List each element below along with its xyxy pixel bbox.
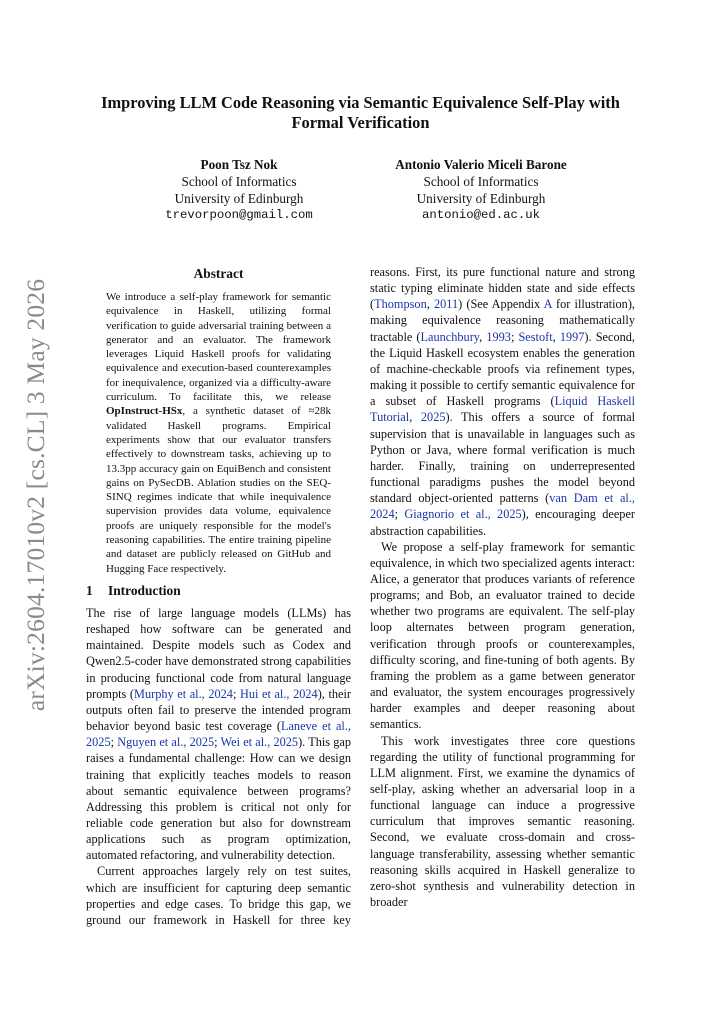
citation-link[interactable]: Hui et al., 2024: [239, 686, 318, 701]
intro-paragraph-2: [86, 863, 351, 928]
arxiv-identifier: [20, 278, 52, 712]
abstract-text-part-1: We introduce a self-play framework for semantic equivalence in Haskell, utilizing formal verification to guide adversarial training between a generator and an evaluator. The framework leverages Liquid Haskell proofs for validating equivalence and execution-based counterexamples for inequivalence, organized via a difficulty-aware curriculum. To facilitate this, we release: [106, 291, 331, 404]
citation-link[interactable]: Sestoft: [518, 329, 553, 344]
dataset-name: OpInstruct-HSx: [106, 405, 183, 418]
author-name: Antonio Valerio Miceli Barone: [395, 157, 567, 172]
paragraph-text: ;: [232, 686, 240, 701]
citation-link[interactable]: Laneve et al., 2025: [86, 719, 351, 750]
paragraph-text: for illustration), making equivalence reasoning mathematically tractable (: [370, 297, 635, 344]
abstract-text-part-2: , a synthetic dataset of ≈28k validated Haskell programs. Empirical experiments show that our evaluator transfers effectively to downstream tasks, achieving up to 13.3pp accuracy gain on EquiBench and consistent gains on PySecDB. Ablation studies on the SEQ-SINQ regimes indicate that while inequivalence supervision provides data volume, equivalence proofs are uniquely responsible for the model's reasoning capabilities. The entire training pipeline and dataset are publicly released on GitHub and Hugging Face respectively.: [106, 405, 331, 575]
paragraph-text: ;: [510, 329, 519, 344]
section-title: Introduction: [108, 582, 181, 598]
citation-link[interactable]: Nguyen et al., 2025: [117, 735, 215, 750]
abstract-heading: Abstract: [193, 266, 244, 281]
paragraph-text: ), encouraging deeper abstraction capabilities.: [370, 507, 636, 538]
author-email: trevorpoon@gmail.com: [165, 208, 313, 222]
left-column: [86, 264, 351, 928]
abstract-text: [106, 290, 331, 576]
paragraph-text: The rise of large language models (LLMs) has reshaped how software can be generated and maintained. Despite models such as Codex and Qwen2.5-coder have demonstrated strong capabilities in producing functional code from natural language prompts (: [86, 605, 351, 701]
section-number: 1: [86, 582, 93, 598]
citation-link[interactable]: 1997: [559, 329, 585, 344]
paragraph-text: ;: [394, 507, 405, 522]
paragraph-text: ;: [214, 735, 221, 750]
paragraph-text: ), their outputs often fail to preserve the intended program behavior beyond basic test coverage (: [86, 686, 351, 734]
appendix-link[interactable]: A: [543, 297, 552, 312]
paragraph-text: ). This gap raises a fundamental challenge: How can we design training that explicitly teaches models to reason about semantic equivalence between programs? Addressing this problem is critical not only for reliable code generation but also for downstream applications such as program optimization, automated refactoring, and vulnerability detection.: [86, 735, 351, 863]
citation-link[interactable]: Wei et al., 2025: [220, 735, 299, 750]
paragraph-text: ,: [552, 329, 560, 344]
paragraph-text: ,: [409, 410, 421, 425]
citation-link[interactable]: Thompson: [374, 297, 427, 312]
citation-link[interactable]: van Dam et al., 2024: [370, 491, 635, 522]
paragraph-text: ). This offers a source of formal supervision that is unavailable in languages such as Python or Java, where formal verification is much harder. Finally, training on underrepresented functional paradigms pushes the model beyond standard object-oriented patterns (: [370, 410, 636, 506]
citation-link[interactable]: 2025: [420, 410, 446, 425]
section-heading-introduction: [86, 582, 351, 600]
citation-link[interactable]: Launchbury: [420, 329, 480, 344]
citation-link[interactable]: 2011: [433, 297, 459, 312]
paragraph-text: ) (See Appendix: [458, 297, 544, 312]
author-affiliation: School of Informatics: [181, 174, 297, 189]
intro-paragraph-4: This work investigates three core questions regarding the utility of functional programming for LLM alignment. First, we examine the dynamics of self-play, asking whether an adversarial loop in a functional language can induce a progressive curriculum that improves semantic reasoning. Second, we evaluate cross-domain and cross-language transferability, assessing whether semantic reasoning skills acquired in Haskell generalize to zero-shot synthesis and vulnerability detection in broader: [370, 733, 635, 910]
citation-link[interactable]: Murphy et al., 2024: [134, 686, 233, 701]
author-institution: University of Edinburgh: [174, 191, 304, 206]
author-name: Poon Tsz Nok: [200, 157, 278, 172]
citation-link[interactable]: Giagnorio et al., 2025: [404, 507, 522, 522]
citation-link[interactable]: 1993: [486, 329, 511, 344]
intro-paragraph-2-continued: [370, 264, 635, 539]
paragraph-text: ). Second, the Liquid Haskell ecosystem enables the generation of machine-checkable proofs via refinement types, making it possible to certify semantic equivalence for a subset of Haskell programs (: [370, 329, 635, 409]
right-column: [370, 264, 635, 910]
paragraph-text: ,: [426, 297, 434, 312]
author-email: antonio@ed.ac.uk: [421, 208, 541, 222]
author-block-1: [149, 156, 329, 224]
paragraph-text: Current approaches largely rely on test suites, which are insufficient for capturing deep semantic properties and edge cases. To bridge this gap, we ground our framework in Haskell for three key: [86, 864, 351, 927]
author-institution: University of Edinburgh: [416, 191, 546, 206]
intro-paragraph-1: [86, 605, 351, 864]
paragraph-text: ;: [110, 735, 118, 750]
citation-link[interactable]: Liquid Haskell Tutorial: [370, 394, 635, 425]
intro-paragraph-3: We propose a self-play framework for semantic equivalence, in which two specialized agents interact: Alice, a generator that produces variants of reference programs; and Bob, an evaluator trained to decide whether two programs are equivalent. The self-play loop alternates between program generation, verification through proofs or counterexamples, difficulty scoring, and fine-tuning of both agents. By framing the problem as a game between generator and evaluator, the system encourages progressively harder examples and deeper reasoning about semantics.: [370, 539, 635, 732]
paragraph-text: reasons. First, its pure functional nature and strong static typing eliminate hidden state and side effects (: [370, 265, 635, 312]
author-affiliation: School of Informatics: [423, 174, 539, 189]
author-block-2: [371, 156, 591, 224]
paragraph-text: ,: [479, 329, 487, 344]
paper-title: Improving LLM Code Reasoning via Semantic Equivalence Self-Play with Formal Verification: [101, 93, 620, 132]
arxiv-identifier-text: arXiv:2604.17010v2 [cs.CL] 3 May 2026: [21, 278, 51, 712]
